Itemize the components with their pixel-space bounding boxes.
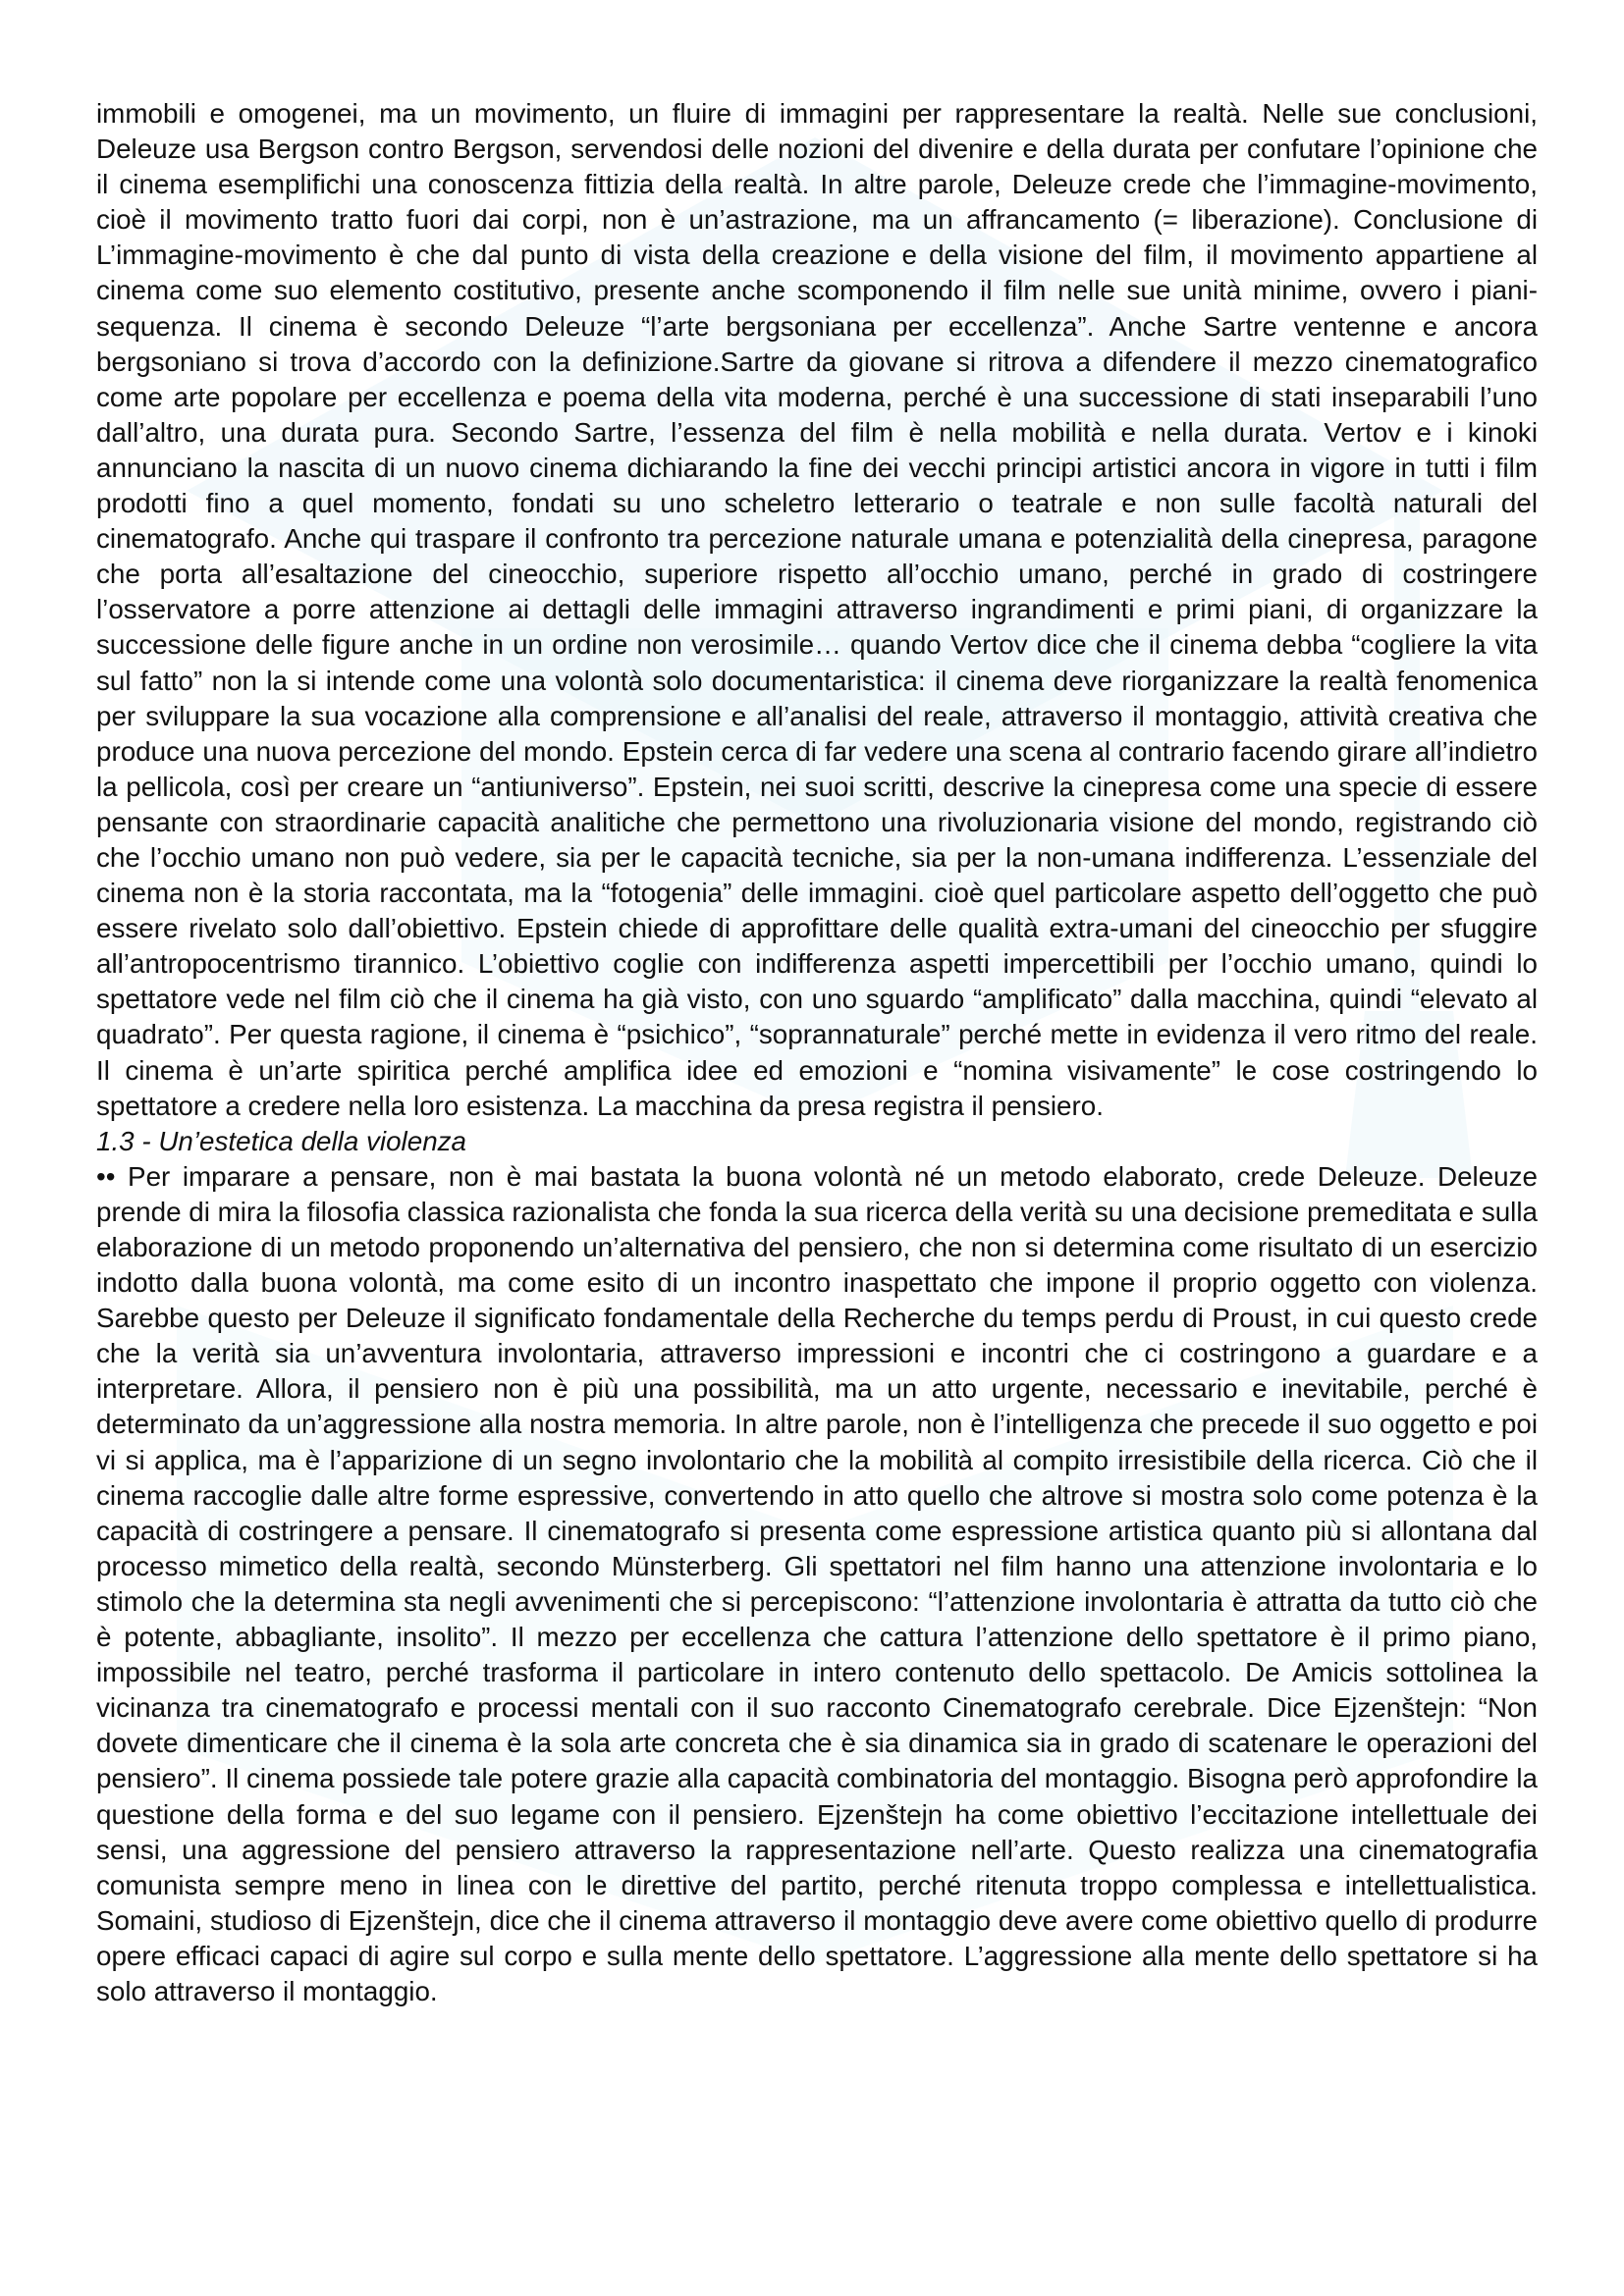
document-body	[96, 96, 1538, 2009]
body-paragraph: immobili e omogenei, ma un movimento, un fluire di immagini per rappresentare la realtà. Nelle sue conclusioni, Deleuze usa Bergson contro Bergson, servendosi delle nozioni del divenire e della durata per confutare l’opinione che il cinema esemplifichi una conoscenza fittizia della realtà. In altre parole, Deleuze crede che l’immagine-movimento, cioè il movimento tratto fuori dai corpi, non è un’astrazione, ma un affrancamento (= liberazione). Conclusione di L’immagine-movimento è che dal punto di vista della creazione e della visione del film, il movimento appartiene al cinema come suo elemento costitutivo, presente anche scomponendo il film nelle sue unità minime, ovvero i piani-sequenza. Il cinema è secondo Deleuze “l’arte bergsoniana per eccellenza”. Anche Sartre ventenne e ancora bergsoniano si trova d’accordo con la definizione.Sartre da giovane si ritrova a difendere il mezzo cinematografico come arte popolare per eccellenza e poema della vita moderna, perché è una successione di stati inseparabili l’uno dall’altro, una durata pura. Secondo Sartre, l’essenza del film è nella mobilità e nella durata. Vertov e i kinoki annunciano la nascita di un nuovo cinema dichiarando la fine dei vecchi principi artistici ancora in vigore in tutti i film prodotti fino a quel momento, fondati su uno scheletro letterario o teatrale e non sulle facoltà naturali del cinematografo. Anche qui traspare il confronto tra percezione naturale umana e potenzialità della cinepresa, paragone che porta all’esaltazione del cineocchio, superiore rispetto all’occhio umano, perché in grado di costringere l’osservatore a porre attenzione ai dettagli delle immagini attraverso ingrandimenti e primi piani, di organizzare la successione delle figure anche in un ordine non verosimile… quando Vertov dice che il cinema debba “cogliere la vita sul fatto” non la si intende come una volontà solo documentaristica: il cinema deve riorganizzare la realtà fenomenica per sviluppare la sua vocazione alla comprensione e all’analisi del reale, attraverso il montaggio, attività creativa che produce una nuova percezione del mondo. Epstein cerca di far vedere una scena al contrario facendo girare all’indietro la pellicola, così per creare un “antiuniverso”. Epstein, nei suoi scritti, descrive la cinepresa come una specie di essere pensante con straordinarie capacità analitiche che permettono una rivoluzionaria visione del mondo, registrando ciò che l’occhio umano non può vedere, sia per le capacità tecniche, sia per la non-umana indifferenza. L’essenziale del cinema non è la storia raccontata, ma la “fotogenia” delle immagini. cioè quel particolare aspetto dell’oggetto che può essere rivelato solo dall’obiettivo. Epstein chiede di approfittare delle qualità extra-umani del cineocchio per sfuggire all’antropocentrismo tirannico. L’obiettivo coglie con indifferenza aspetti impercettibili per l’occhio umano, quindi lo spettatore vede nel film ciò che il cinema ha già visto, con uno sguardo “amplificato” dalla macchina, quindi “elevato al quadrato”. Per questa ragione, il cinema è “psichico”, “soprannaturale” perché mette in evidenza il vero ritmo del reale. Il cinema è un’arte spiritica perché amplifica idee ed emozioni e “nomina visivamente” le cose costringendo lo spettatore a credere nella loro esistenza. La macchina da presa registra il pensiero.	[96, 98, 1538, 1121]
section-heading: 1.3 - Un’estetica della violenza	[96, 1125, 467, 1156]
section-paragraph: •• Per imparare a pensare, non è mai bastata la buona volontà né un metodo elaborato, crede Deleuze. Deleuze prende di mira la filosofia classica razionalista che fonda la sua ricerca della verità su una decisione premeditata e sulla elaborazione di un metodo proponendo un’alternativa del pensiero, che non si determina come risultato di un esercizio indotto dalla buona volontà, ma come esito di un incontro inaspettato che impone il proprio oggetto con violenza. Sarebbe questo per Deleuze il significato fondamentale della Recherche du temps perdu di Proust, in cui questo crede che la verità sia un’avventura involontaria, attraverso impressioni e incontri che ci costringono a guardare e a interpretare. Allora, il pensiero non è più una possibilità, ma un atto urgente, necessario e inevitabile, perché è determinato da un’aggressione alla nostra memoria. In altre parole, non è l’intelligenza che precede il suo oggetto e poi vi si applica, ma è l’apparizione di un segno involontario che la mobilità al compito irresistibile della ricerca. Ciò che il cinema raccoglie dalle altre forme espressive, convertendo in atto quello che altrove si mostra solo come potenza è la capacità di costringere a pensare. Il cinematografo si presenta come espressione artistica quanto più si allontana dal processo mimetico della realtà, secondo Münsterberg. Gli spettatori nel film hanno una attenzione involontaria e lo stimolo che la determina sta negli avvenimenti che si percepiscono: “l’attenzione involontaria è attratta da tutto ciò che è potente, abbagliante, insolito”. Il mezzo per eccellenza che cattura l’attenzione dello spettatore è il primo piano, impossibile nel teatro, perché trasforma il particolare in intero contenuto dello spettacolo. De Amicis sottolinea la vicinanza tra cinematografo e processi mentali con il suo racconto Cinematografo cerebrale. Dice Ejzenštejn: “Non dovete dimenticare che il cinema è la sola arte concreta che è sia dinamica sia in grado di scatenare le operazioni del pensiero”. Il cinema possiede tale potere grazie alla capacità combinatoria del montaggio. Bisogna però approfondire la questione della forma e del suo legame con il pensiero. Ejzenštejn ha come obiettivo l’eccitazione intellettuale dei sensi, una aggressione del pensiero attraverso la rappresentazione nell’arte. Questo realizza una cinematografia comunista sempre meno in linea con le direttive del partito, perché ritenuta troppo complessa e intellettualistica. Somaini, studioso di Ejzenštejn, dice che il cinema attraverso il montaggio deve avere come obiettivo quello di produrre opere efficaci capaci di agire sul corpo e sulla mente dello spettatore. L’aggressione alla mente dello spettatore si ha solo attraverso il montaggio.	[96, 1160, 1538, 2006]
